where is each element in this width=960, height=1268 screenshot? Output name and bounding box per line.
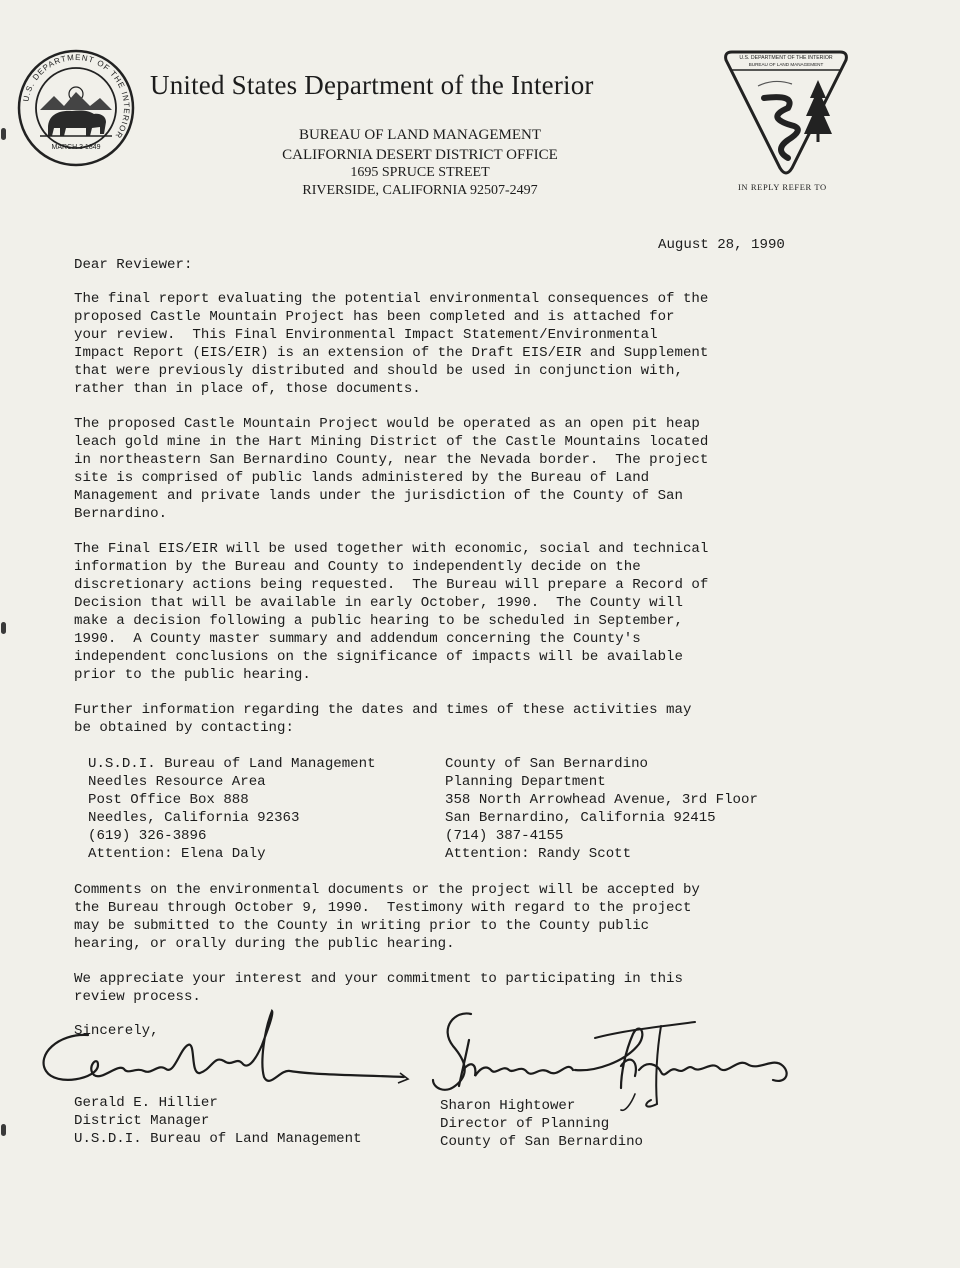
binding-mark (1, 128, 6, 140)
seal-date-text: MARCH 3 1849 (51, 144, 101, 151)
blm-logo (718, 46, 854, 176)
reply-refer-label: IN REPLY REFER TO (738, 182, 827, 192)
paragraph: The final report evaluating the potential environmental consequences of the proposed Castle Mountain Project has been completed and is attached for your review. This Final Environmental Impact Statement/Environmental Impact Report (EIS/EIR) is an extension of the Draft EIS/EIR and Supplement that were previously distributed and should be used in conjunction with, rather than in place of, those documents. (74, 291, 709, 397)
valediction: Sincerely, (74, 1023, 159, 1039)
paragraph: The proposed Castle Mountain Project would be operated as an open pit heap leach gold mine in the Hart Mining District of the Castle Mountains located in northeastern San Bernardino County, near the Nevada border. The project site is comprised of public lands administered by the Bureau of Land Management and private lands under the jurisdiction of the County of San Bernardino. (74, 416, 709, 522)
street-line: 1695 SPRUCE STREET (350, 165, 490, 180)
signatory-hightower: Sharon Hightower Director of Planning County of San Bernardino (440, 1098, 643, 1150)
paragraph: Comments on the environmental documents or the project will be accepted by the Bureau through October 9, 1990. Testimony with regard to the project may be submitted to the County in writing prior to the County public hearing, or orally during the public hearing. (74, 882, 700, 952)
contact-county: County of San Bernardino Planning Department 358 North Arrowhead Avenue, 3rd Floor San Bernardino, California 92415 (714) 387-4155 Attention: Randy Scott (445, 756, 758, 862)
bureau-line: BUREAU OF LAND MANAGEMENT (298, 127, 542, 143)
binding-mark (1, 1124, 6, 1136)
department-title: United States Department of the Interior (150, 70, 594, 100)
binding-mark (1, 622, 6, 634)
interior-seal-logo (16, 48, 136, 168)
hillier-signature (28, 1005, 413, 1100)
contact-blm: U.S.D.I. Bureau of Land Management Needles Resource Area Post Office Box 888 Needles, California 92363 (619) 326-3896 Attention: Elena Daly (88, 756, 376, 862)
letter-date: August 28, 1990 (658, 237, 785, 253)
office-line: CALIFORNIA DESERT DISTRICT OFFICE (282, 147, 558, 163)
paragraph: We appreciate your interest and your commitment to participating in this review process. (74, 971, 683, 1005)
blm-sub-text: BUREAU OF LAND MANAGEMENT (748, 62, 824, 67)
seal-ring-text: U.S. DEPARTMENT OF THE INTERIOR (21, 52, 132, 141)
city-line: RIVERSIDE, CALIFORNIA 92507-2497 (302, 183, 538, 198)
paragraph: Further information regarding the dates and times of these activities may be obtained by contacting: (74, 702, 692, 736)
paragraph: The Final EIS/EIR will be used together with economic, social and technical information by the Bureau and County to independently decide on the discretionary actions being requested. The Bureau will prepare a Record of Decision that will be available in early October, 1990. The County will make a decision following a public hearing to be scheduled in September, 1990. A County master summary and addendum concerning the County's independent conclusions on the significance of impacts will be available prior to the public hearing. (74, 541, 709, 683)
blm-top-text: U.S. DEPARTMENT OF THE INTERIOR (739, 55, 833, 61)
salutation: Dear Reviewer: (74, 257, 193, 273)
signatory-hillier: Gerald E. Hillier District Manager U.S.D.I. Bureau of Land Management (74, 1095, 362, 1147)
